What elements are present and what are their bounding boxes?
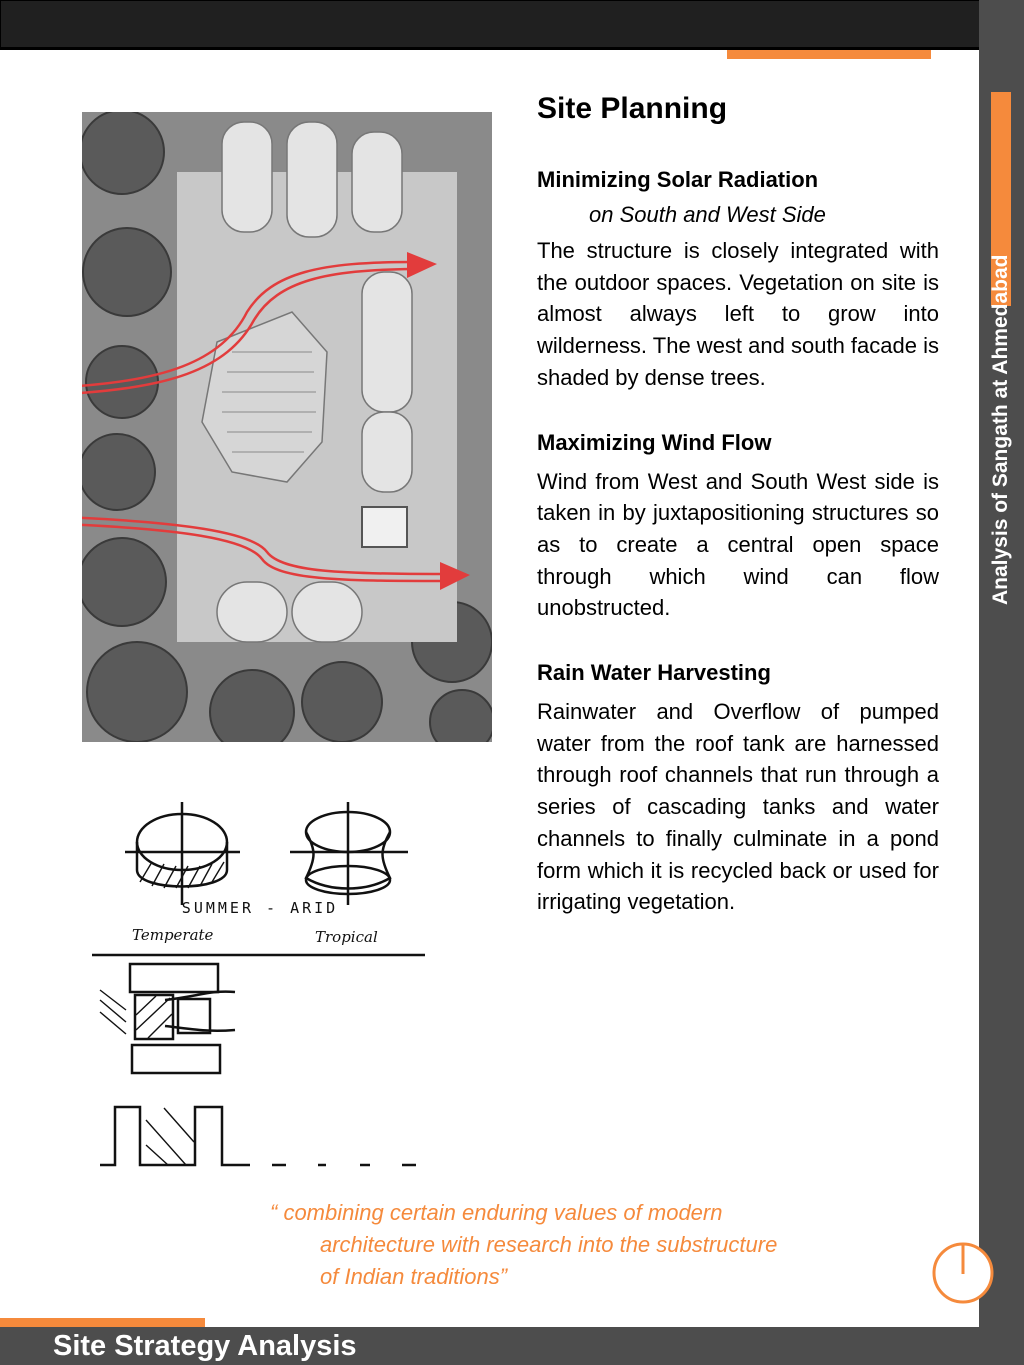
page-title: Site Planning	[537, 92, 728, 125]
section-title: Rain Water Harvesting	[537, 660, 771, 686]
main-content	[537, 88, 939, 952]
top-bar	[0, 0, 1024, 50]
quote	[270, 1197, 890, 1293]
sketch-label-left: Temperate	[132, 926, 214, 944]
site-model-photo	[82, 112, 492, 742]
logo-icon	[930, 1238, 996, 1308]
section-title: Minimizing Solar Radiation	[537, 167, 819, 192]
quote-line: architecture with research into the substructure	[320, 1232, 778, 1257]
footer-title: Site Strategy Analysis	[53, 1330, 357, 1362]
section-body: Wind from West and South West side is taken in by juxtapositioning structures so as to create a central open space through which wind can flow unobstructed.	[537, 468, 939, 621]
section-subtitle: on South and West Side	[589, 202, 826, 227]
climate-sketch	[90, 800, 430, 1175]
section-body: The structure is closely integrated with the outdoor spaces. Vegetation on site is almost always left to grow into wilderness. The west and south facade is shaded by dense trees.	[537, 238, 939, 390]
quote-line: “ combining certain enduring values of modern	[270, 1200, 723, 1225]
section-body: Rainwater and Overflow of pumped water from the roof tank are harnessed through roof channels that run through a series of cascading tanks and water channels to finally culminate in a pond form which it is recycled back or used for irrigating vegetation.	[537, 699, 939, 915]
sketch-label-right: Tropical	[315, 928, 378, 946]
quote-line: of Indian traditions”	[320, 1264, 508, 1289]
sketch-label-main: SUMMER - ARID	[181, 899, 339, 917]
section-title: Maximizing Wind Flow	[537, 429, 772, 455]
top-accent-strip	[727, 50, 931, 59]
section-rain	[537, 658, 939, 918]
side-title	[986, 85, 1016, 605]
bottom-accent-strip	[0, 1318, 205, 1327]
section-wind	[537, 428, 939, 625]
section-solar	[537, 165, 939, 394]
side-title-part2: at Ahmedabad	[989, 254, 1012, 399]
side-title-part1: Analysis of Sangath	[989, 398, 1012, 605]
